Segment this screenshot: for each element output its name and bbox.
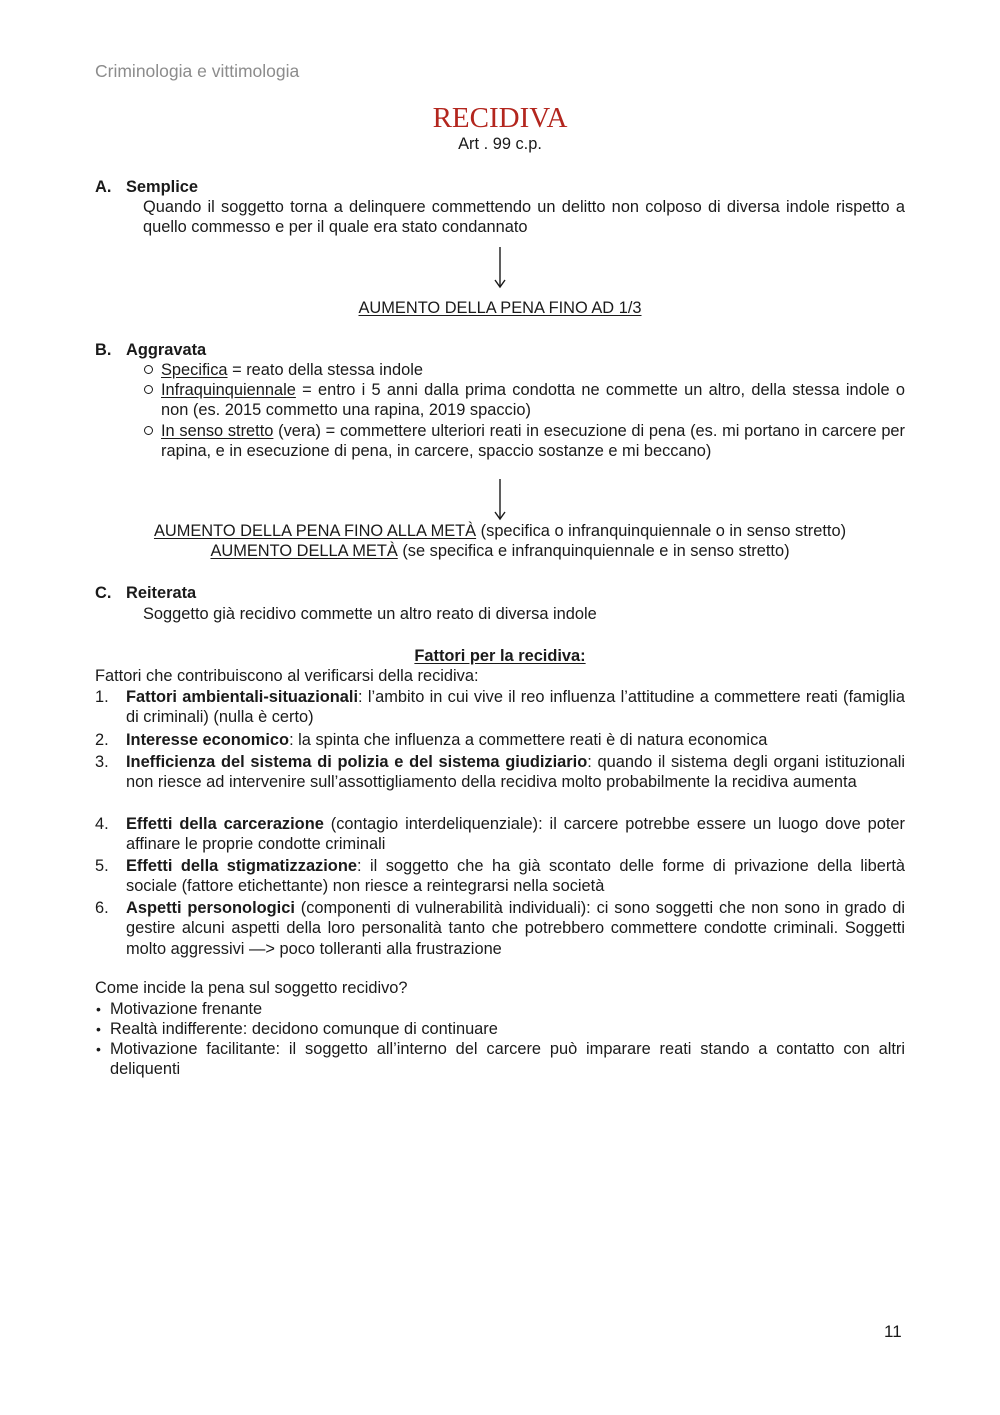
list-item: Aspetti personologici (componenti di vulnerabilità individuali): ci sono soggetti che non sono in grado di gestire alcuni aspetti della loro personalità tanto che potrebbero commettere condotte criminali. Soggetti molto aggressivi —> poco tolleranti alla frustrazione [126, 899, 905, 958]
bullet-icon: • [96, 1021, 101, 1037]
list-number: 1. [95, 688, 109, 706]
factors-heading: Fattori per la recidiva: [414, 647, 586, 665]
down-arrow-icon [490, 478, 510, 522]
list-item: Fattori ambientali-situazionali: l’ambito in cui vive il reo influenza l’attitudine a commettere reati (famiglia di criminali) (nulla è certo) [126, 688, 905, 727]
section-b-letter: B. [95, 341, 112, 359]
bullet-icon: • [96, 1001, 101, 1017]
section-b-consequence-1: AUMENTO DELLA PENA FINO ALLA METÀ (specifica o infranquinquiennale o in senso stretto) [153, 522, 847, 540]
list-number: 4. [95, 815, 109, 833]
list-item: Specifica = reato della stessa indole [161, 361, 423, 379]
list-item: In senso stretto (vera) = commettere ulteriori reati in esecuzione di pena (es. mi portano in carcere per rapina, e in esecuzione di pena, in carcere, spaccio sostanze e mi beccano) [161, 422, 906, 461]
running-header: Criminologia e vittimologia [95, 61, 300, 81]
circle-bullet-icon [144, 385, 153, 394]
list-item: Infraquinquiennale = entro i 5 anni dalla prima condotta ne commette un altro, della stessa indole o non (es. 2015 commetto una rapina, 2019 spaccio) [161, 381, 905, 420]
circle-bullet-icon [144, 426, 153, 435]
list-item: Interesse economico: la spinta che influenza a commettere reati è di natura economica [126, 731, 768, 749]
pena-question: Come incide la pena sul soggetto recidivo? [95, 979, 408, 997]
list-number: 5. [95, 857, 109, 875]
section-c-heading: Reiterata [126, 584, 197, 602]
list-item: Effetti della stigmatizzazione: il soggetto che ha già scontato delle forme di privazione della libertà sociale (fattore etichettante) non riesce a reintegrarsi nella società [126, 857, 905, 896]
section-a-consequence: AUMENTO DELLA PENA FINO AD 1/3 [358, 299, 642, 317]
list-item: Realtà indifferente: decidono comunque di continuare [110, 1020, 498, 1038]
page-title: RECIDIVA [432, 102, 568, 134]
section-a-text: Quando il soggetto torna a delinquere commettendo un delitto non colposo di diversa indole rispetto a quello commesso e per il quale era stato condannato [143, 198, 905, 237]
section-a-heading: Semplice [126, 178, 198, 196]
list-item: Inefficienza del sistema di polizia e del sistema giudiziario: quando il sistema degli organi istituzionali non riesce ad intervenire sull’assottigliamento della recidiva molto probabilmente la recidiva aumenta [126, 753, 905, 792]
section-b-consequence-2: AUMENTO DELLA METÀ (se specifica e infranquinquiennale e in senso stretto) [210, 542, 790, 560]
page-subtitle: Art . 99 c.p. [458, 135, 542, 153]
list-item: Motivazione facilitante: il soggetto all’interno del carcere può imparare reati stando a contatto con altri deliquenti [110, 1040, 905, 1079]
list-number: 3. [95, 753, 109, 771]
list-number: 2. [95, 731, 109, 749]
section-c-text: Soggetto già recidivo commette un altro reato di diversa indole [143, 605, 597, 623]
list-item: Effetti della carcerazione (contagio interdeliquenziale): il carcere potrebbe essere un luogo dove poter affinare le proprie condotte criminali [126, 815, 905, 854]
section-c-letter: C. [95, 584, 112, 602]
section-b-heading: Aggravata [126, 341, 207, 359]
bullet-icon: • [96, 1041, 101, 1057]
list-number: 6. [95, 899, 109, 917]
factors-intro: Fattori che contribuiscono al verificarsi della recidiva: [95, 667, 479, 685]
section-a-letter: A. [95, 178, 112, 196]
circle-bullet-icon [144, 365, 153, 374]
page-number: 11 [884, 1322, 902, 1341]
list-item: Motivazione frenante [110, 1000, 263, 1018]
down-arrow-icon [490, 246, 510, 290]
